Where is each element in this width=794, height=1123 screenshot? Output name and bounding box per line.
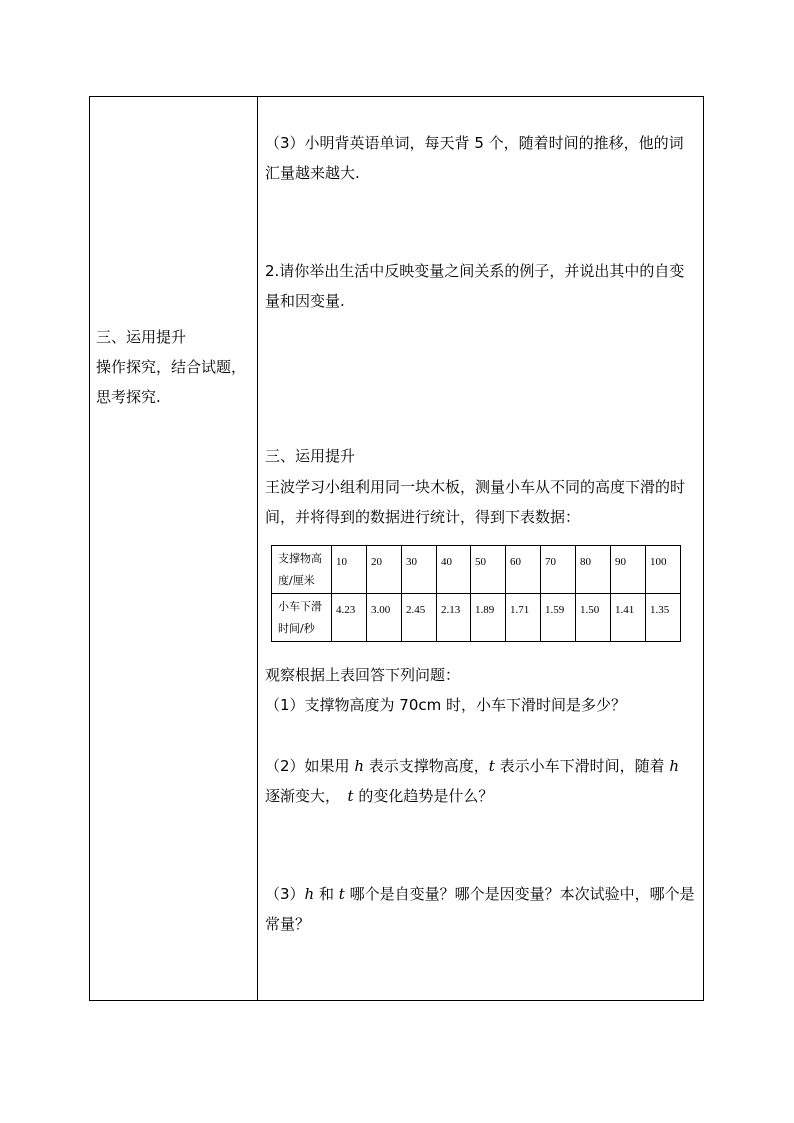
table-cell: 2.13: [437, 594, 471, 642]
section-title: 三、运用提升: [265, 447, 356, 465]
var-t: t: [338, 885, 345, 903]
sub2-part-c: 表示小车下滑时间，随着: [494, 757, 670, 775]
table-cell: 1.59: [541, 594, 576, 642]
sub-question-1: （1）支撑物高度为 70cm 时，小车下滑时间是多少？: [265, 696, 627, 714]
table-cell: 1.35: [646, 594, 681, 642]
left-heading: 三、运用提升: [96, 328, 187, 346]
sub3-part-a: （3）: [265, 885, 305, 903]
left-cell: [96, 322, 254, 412]
table-cell: 3.00: [367, 594, 402, 642]
table-cell: 10: [332, 546, 367, 594]
var-h: h: [669, 757, 680, 775]
question-2-text: 2.请你举出生活中反映变量之间关系的例子，并说出其中的自变量和因变量.: [265, 262, 685, 310]
var-t: t: [347, 787, 354, 805]
table-cell: 4.23: [332, 594, 367, 642]
data-table: [271, 545, 681, 642]
table-cell: 100: [646, 546, 681, 594]
sub3-part-c: 哪个是自变量？哪个是因变量？本次试验中，哪个是常量？: [265, 885, 695, 933]
table-cell: 30: [402, 546, 437, 594]
table-cell: 50: [471, 546, 506, 594]
table-cell: 80: [576, 546, 611, 594]
sub2-part-a: （2）如果用: [265, 757, 355, 775]
row1-header: 支撑物高度/厘米: [272, 546, 332, 594]
sub-question-3: [265, 879, 697, 939]
sub2-part-d: 逐渐变大，: [265, 787, 348, 805]
left-line-1: 操作探究，结合试题，: [96, 358, 247, 376]
table-cell: 20: [367, 546, 402, 594]
observe-text: 观察根据上表回答下列问题：: [265, 666, 461, 684]
table-cell: 70: [541, 546, 576, 594]
var-h: h: [304, 885, 315, 903]
sub2-part-b: 表示支撑物高度，: [363, 757, 489, 775]
sub2-part-e: 的变化趋势是什么？: [353, 787, 494, 805]
table-cell: 1.71: [506, 594, 541, 642]
table-row: [272, 546, 681, 594]
left-line-2: 思考探究.: [96, 388, 161, 406]
table-cell: 40: [437, 546, 471, 594]
intro-text: 王波学习小组利用同一块木板，测量小车从不同的高度下滑的时间，并将得到的数据进行统计，得到下表数据：: [265, 478, 686, 526]
sub-question-2: [265, 751, 697, 811]
table-cell: 2.45: [402, 594, 437, 642]
table-cell: 1.89: [471, 594, 506, 642]
table-cell: 1.50: [576, 594, 611, 642]
table-cell: 1.41: [611, 594, 646, 642]
column-divider: [257, 97, 258, 1000]
row2-header: 小车下滑时间/秒: [272, 594, 332, 642]
sub3-part-b: 和: [314, 885, 339, 903]
table-cell: 90: [611, 546, 646, 594]
var-t: t: [488, 757, 495, 775]
table-row: [272, 594, 681, 642]
item-3-text: （3）小明背英语单词，每天背 5 个，随着时间的推移，他的词汇量越来越大.: [265, 134, 684, 182]
lesson-table: [89, 96, 704, 1001]
table-cell: 60: [506, 546, 541, 594]
var-h: h: [354, 757, 364, 775]
